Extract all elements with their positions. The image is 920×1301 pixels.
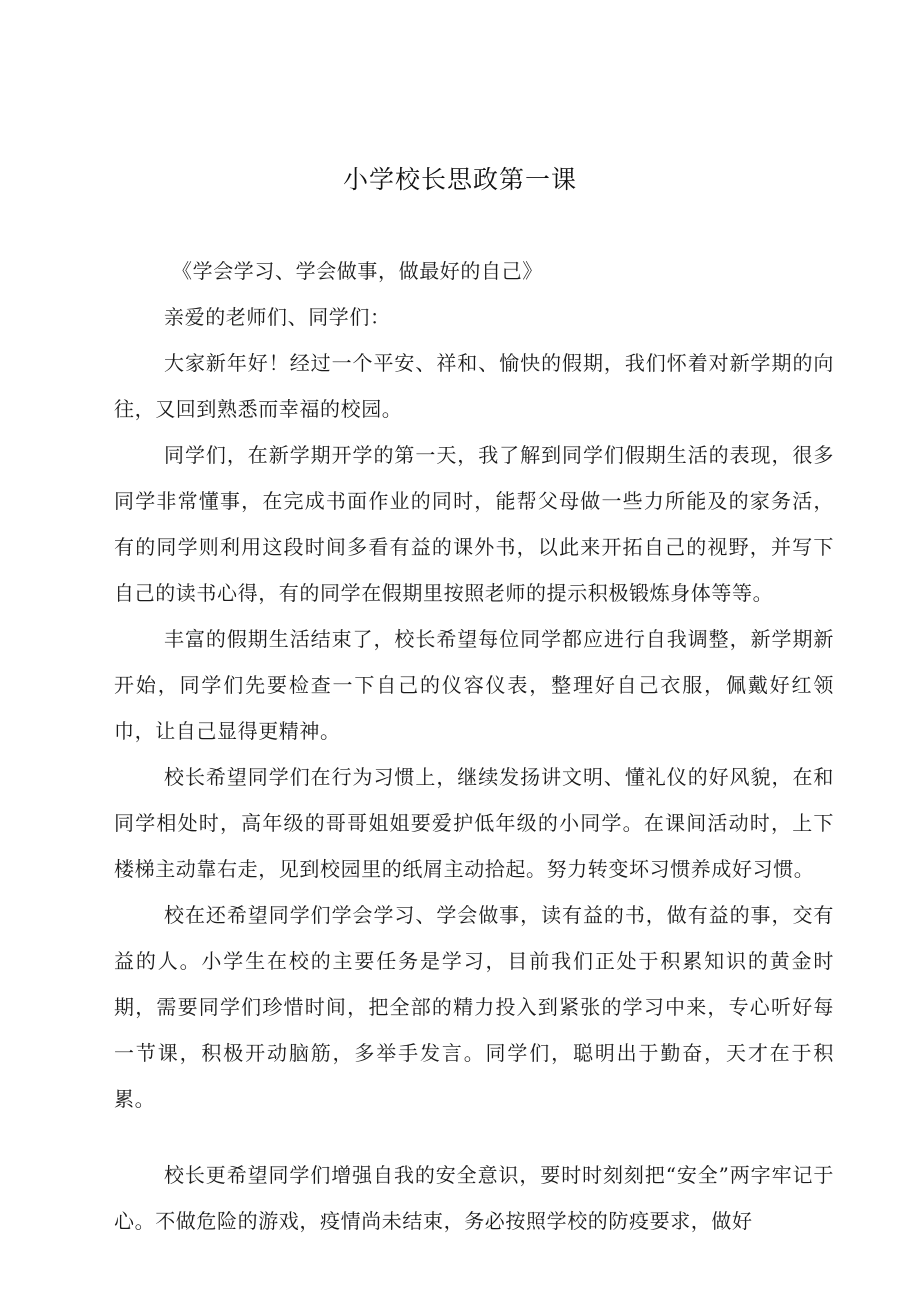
speech-subtitle: 《学会学习、学会做事，做最好的自己》 bbox=[172, 259, 543, 283]
paragraph-holiday-review: 同学们，在新学期开学的第一天，我了解到同学们假期生活的表现，很多同学非常懂事，在完成书面作业的同时，能帮父母做一些力所能及的家务活，有的同学则利用这段时间多看有益的课外书，以此来开拓自己的视野，并写下自己的读书心得，有的同学在假期里按照老师的提示积极锻炼身体等等。 bbox=[114, 443, 834, 605]
paragraph-learning: 校在还希望同学们学会学习、学会做事，读有益的书，做有益的事，交有益的人。小学生在校的主要任务是学习，目前我们正处于积累知识的黄金时期，需要同学们珍惜时间，把全部的精力投入到紧张的学习中来，专心听好每一节课，积极开动脑筋，多举手发言。同学们，聪明出于勤奋，天才在于积累。 bbox=[114, 903, 834, 1111]
paragraph-greeting: 大家新年好！经过一个平安、祥和、愉快的假期，我们怀着对新学期的向往，又回到熟悉而幸福的校园。 bbox=[114, 351, 834, 421]
paragraph-safety: 校长更希望同学们增强自我的安全意识，要时时刻刻把“安全”两字牢记于心。不做危险的游戏，疫情尚未结束，务必按照学校的防疫要求，做好 bbox=[114, 1163, 834, 1233]
paragraph-behavior: 校长希望同学们在行为习惯上，继续发扬讲文明、懂礼仪的好风貌，在和同学相处时，高年级的哥哥姐姐要爱护低年级的小同学。在课间活动时，上下楼梯主动靠右走，见到校园里的纸屑主动拾起。努力转变坏习惯养成好习惯。 bbox=[114, 765, 834, 881]
document-title: 小学校长思政第一课 bbox=[342, 165, 577, 194]
salutation: 亲爱的老师们、同学们： bbox=[164, 305, 391, 329]
document-body bbox=[114, 248, 834, 1244]
paragraph-appearance: 丰富的假期生活结束了，校长希望每位同学都应进行自我调整，新学期新开始，同学们先要检查一下自己的仪容仪表，整理好自己衣服，佩戴好红领巾，让自己显得更精神。 bbox=[114, 627, 834, 743]
